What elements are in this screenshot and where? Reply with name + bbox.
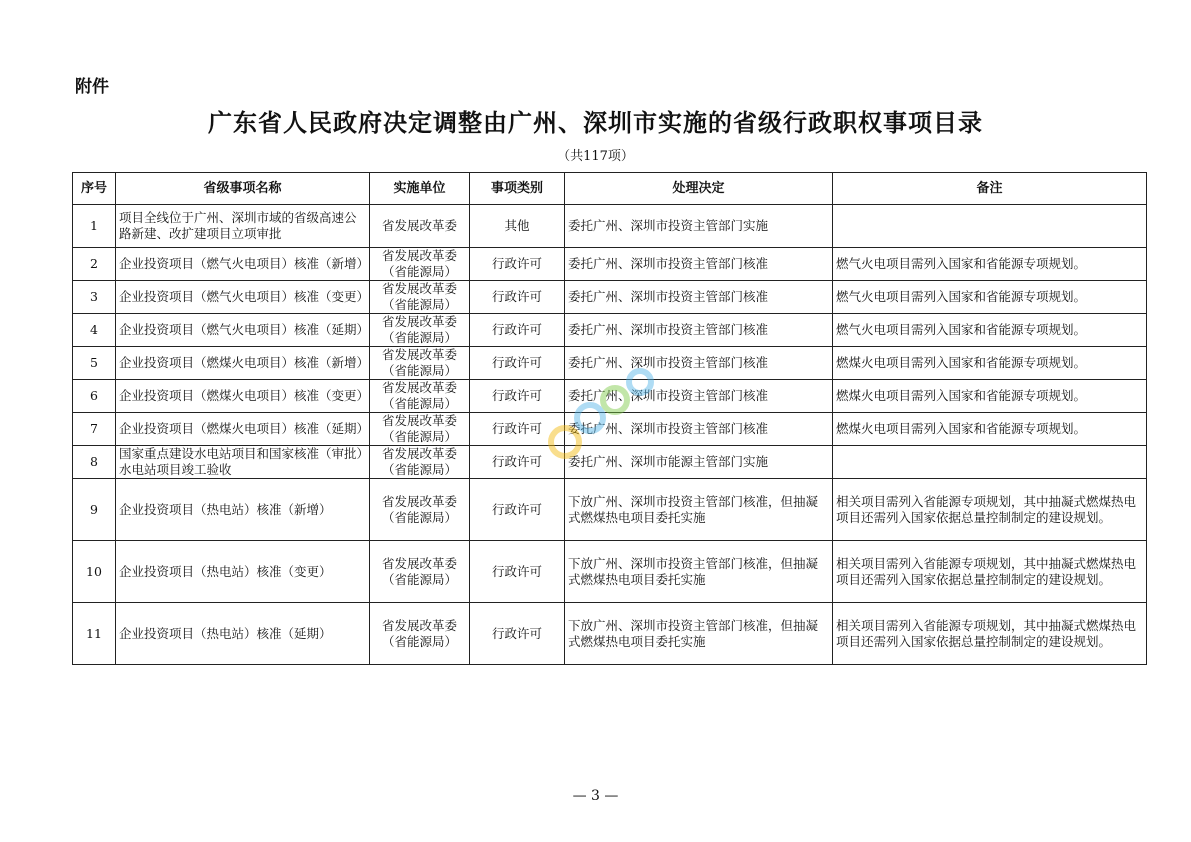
attachment-label: 附件	[75, 77, 109, 97]
cell-note: 相关项目需列入省能源专项规划，其中抽凝式燃煤热电项目还需列入国家依据总量控制制定的建设规划。	[833, 603, 1147, 665]
cell-unit: 省发展改革委（省能源局）	[370, 347, 470, 380]
cell-no: 10	[73, 541, 116, 603]
cell-decision: 委托广州、深圳市投资主管部门核准	[565, 314, 833, 347]
table-row	[73, 314, 1147, 347]
table-row	[73, 281, 1147, 314]
cell-decision: 委托广州、深圳市投资主管部门实施	[565, 205, 833, 248]
cell-no: 2	[73, 248, 116, 281]
table-row	[73, 248, 1147, 281]
cell-name: 国家重点建设水电站项目和国家核准（审批）水电站项目竣工验收	[116, 446, 370, 479]
table-row	[73, 479, 1147, 541]
cell-note	[833, 446, 1147, 479]
cell-note: 燃煤火电项目需列入国家和省能源专项规划。	[833, 380, 1147, 413]
cell-name: 企业投资项目（燃气火电项目）核准（变更）	[116, 281, 370, 314]
table-row	[73, 603, 1147, 665]
cell-unit: 省发展改革委（省能源局）	[370, 446, 470, 479]
cell-name: 企业投资项目（热电站）核准（新增）	[116, 479, 370, 541]
cell-name: 企业投资项目（热电站）核准（变更）	[116, 541, 370, 603]
cell-note: 相关项目需列入省能源专项规划，其中抽凝式燃煤热电项目还需列入国家依据总量控制制定的建设规划。	[833, 479, 1147, 541]
cell-name: 项目全线位于广州、深圳市域的省级高速公路新建、改扩建项目立项审批	[116, 205, 370, 248]
cell-no: 6	[73, 380, 116, 413]
cell-unit: 省发展改革委（省能源局）	[370, 479, 470, 541]
cell-type: 行政许可	[470, 248, 565, 281]
cell-note: 相关项目需列入省能源专项规划，其中抽凝式燃煤热电项目还需列入国家依据总量控制制定的建设规划。	[833, 541, 1147, 603]
table-row	[73, 205, 1147, 248]
cell-no: 5	[73, 347, 116, 380]
cell-type: 行政许可	[470, 347, 565, 380]
cell-type: 行政许可	[470, 413, 565, 446]
column-header-no: 序号	[73, 173, 116, 205]
cell-name: 企业投资项目（燃气火电项目）核准（延期）	[116, 314, 370, 347]
cell-type: 行政许可	[470, 603, 565, 665]
cell-decision: 委托广州、深圳市能源主管部门实施	[565, 446, 833, 479]
cell-decision: 委托广州、深圳市投资主管部门核准	[565, 413, 833, 446]
page-number: — 3 —	[572, 788, 619, 804]
cell-unit: 省发展改革委（省能源局）	[370, 248, 470, 281]
cell-note: 燃气火电项目需列入国家和省能源专项规划。	[833, 248, 1147, 281]
cell-type: 其他	[470, 205, 565, 248]
cell-decision: 下放广州、深圳市投资主管部门核准，但抽凝式燃煤热电项目委托实施	[565, 541, 833, 603]
table-header-row	[73, 173, 1147, 205]
cell-note: 燃煤火电项目需列入国家和省能源专项规划。	[833, 347, 1147, 380]
cell-type: 行政许可	[470, 281, 565, 314]
cell-type: 行政许可	[470, 541, 565, 603]
cell-note: 燃气火电项目需列入国家和省能源专项规划。	[833, 281, 1147, 314]
cell-decision: 下放广州、深圳市投资主管部门核准，但抽凝式燃煤热电项目委托实施	[565, 479, 833, 541]
document-title: 广东省人民政府决定调整由广州、深圳市实施的省级行政职权事项目录	[208, 108, 983, 137]
cell-decision: 委托广州、深圳市投资主管部门核准	[565, 281, 833, 314]
cell-decision: 下放广州、深圳市投资主管部门核准，但抽凝式燃煤热电项目委托实施	[565, 603, 833, 665]
cell-no: 11	[73, 603, 116, 665]
column-header-name: 省级事项名称	[116, 173, 370, 205]
cell-type: 行政许可	[470, 314, 565, 347]
cell-decision: 委托广州、深圳市投资主管部门核准	[565, 248, 833, 281]
cell-no: 7	[73, 413, 116, 446]
item-count-subtitle: （共117项）	[557, 149, 634, 164]
cell-unit: 省发展改革委（省能源局）	[370, 413, 470, 446]
cell-name: 企业投资项目（燃煤火电项目）核准（延期）	[116, 413, 370, 446]
cell-decision: 委托广州、深圳市投资主管部门核准	[565, 347, 833, 380]
cell-note	[833, 205, 1147, 248]
column-header-decision: 处理决定	[565, 173, 833, 205]
table-row	[73, 541, 1147, 603]
watermark-logo	[545, 360, 665, 470]
cell-name: 企业投资项目（燃气火电项目）核准（新增）	[116, 248, 370, 281]
column-header-type: 事项类别	[470, 173, 565, 205]
cell-no: 8	[73, 446, 116, 479]
cell-decision: 委托广州、深圳市投资主管部门核准	[565, 380, 833, 413]
cell-note: 燃气火电项目需列入国家和省能源专项规划。	[833, 314, 1147, 347]
column-header-note: 备注	[833, 173, 1147, 205]
cell-no: 4	[73, 314, 116, 347]
cell-note: 燃煤火电项目需列入国家和省能源专项规划。	[833, 413, 1147, 446]
cell-name: 企业投资项目（燃煤火电项目）核准（变更）	[116, 380, 370, 413]
cell-unit: 省发展改革委（省能源局）	[370, 380, 470, 413]
cell-no: 3	[73, 281, 116, 314]
cell-name: 企业投资项目（燃煤火电项目）核准（新增）	[116, 347, 370, 380]
cell-unit: 省发展改革委（省能源局）	[370, 281, 470, 314]
cell-unit: 省发展改革委（省能源局）	[370, 603, 470, 665]
cell-unit: 省发展改革委（省能源局）	[370, 541, 470, 603]
cell-type: 行政许可	[470, 479, 565, 541]
cell-type: 行政许可	[470, 446, 565, 479]
cell-unit: 省发展改革委	[370, 205, 470, 248]
cell-type: 行政许可	[470, 380, 565, 413]
cell-no: 9	[73, 479, 116, 541]
cell-no: 1	[73, 205, 116, 248]
cell-unit: 省发展改革委（省能源局）	[370, 314, 470, 347]
column-header-unit: 实施单位	[370, 173, 470, 205]
cell-name: 企业投资项目（热电站）核准（延期）	[116, 603, 370, 665]
